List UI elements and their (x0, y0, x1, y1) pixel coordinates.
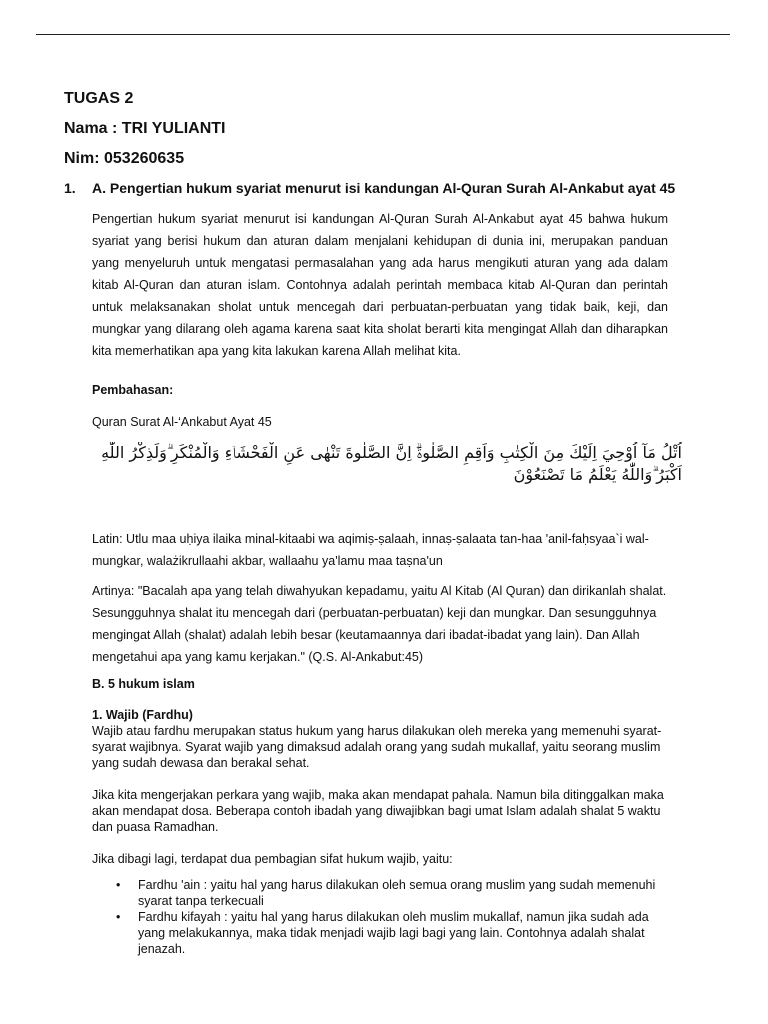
surah-reference: Quran Surat Al-‘Ankabut Ayat 45 (92, 415, 272, 429)
section-a-heading (64, 178, 676, 198)
section-b-title: B. 5 hukum islam (92, 677, 195, 691)
section-a-title: A. Pengertian hukum syariat menurut isi kandungan Al-Quran Surah Al-Ankabut ayat 45 (92, 180, 676, 196)
wajib-heading: 1. Wajib (Fardhu) (92, 707, 193, 722)
section-a-body (92, 208, 682, 957)
verse-translation: Artinya: "Bacalah apa yang telah diwahyukan kepadamu, yaitu Al Kitab (Al Quran) dan dirikanlah shalat. Sesungguhnya shalat itu mencegah dari (perbuatan-perbuatan) keji dan mungkar. Dan sesungguhnya mengingat Allah (shalat) adalah lebih besar (keutamaannya dari ibadat-ibadat yang lain). Dan Allah mengetahui apa yang kamu kerjakan." (Q.S. Al-Ankabut:45) (92, 584, 667, 664)
assignment-title: TUGAS 2 (64, 90, 134, 107)
pembahasan-label: Pembahasan: (92, 383, 174, 397)
bullet-icon: • (116, 877, 121, 892)
wajib-paragraph-2: Jika kita mengerjakan perkara yang wajib, maka akan mendapat pahala. Namun bila ditinggalkan maka akan mendapat dosa. Beberapa contoh ibadah yang diwajibkan bagi umat Islam adalah shalat 5 waktu dan puasa Ramadhan. (92, 787, 664, 834)
document-page (64, 88, 682, 957)
wajib-types-list (92, 877, 668, 957)
list-item (92, 877, 668, 909)
latin-transliteration: Latin: Utlu maa uḥiya ilaika minal-kitaabi wa aqimiṣ-ṣalaah, innaṣ-ṣalaata tan-haa 'anil-faḥsyaa`i wal-mungkar, walażikrullaahi akbar, wallaahu ya'lamu maa taṣna'un (92, 532, 649, 568)
list-item (92, 909, 668, 957)
student-name: Nama : TRI YULIANTI (64, 120, 226, 137)
section-number: 1. (64, 180, 76, 196)
wajib-paragraph-3: Jika dibagi lagi, terdapat dua pembagian sifat hukum wajib, yaitu: (92, 851, 453, 866)
bullet-icon: • (116, 909, 121, 924)
list-item-text: Fardhu 'ain : yaitu hal yang harus dilakukan oleh semua orang muslim yang sudah memenuhi syarat tanpa terkecuali (138, 877, 656, 908)
page-top-rule (36, 34, 730, 35)
list-item-text: Fardhu kifayah : yaitu hal yang harus dilakukan oleh muslim mukallaf, namun jika sudah ada yang melakukannya, maka tidak menjadi wajib lagi bagi yang lain. Contohnya adalah shalat jenazah. (138, 909, 649, 956)
arabic-verse: اُتْلُ مَآ اُوْحِيَ اِلَيْكَ مِنَ الْكِتٰبِ وَاَقِمِ الصَّلٰوةَۗ اِنَّ الصَّلٰوةَ تَنْهٰى عَنِ الْفَحْشَاۤءِ وَالْمُنْكَرِ ۗوَلَذِكْرُ اللّٰهِ اَكْبَرُ ۗوَاللّٰهُ يَعْلَمُ مَا تَصْنَعُوْنَ (101, 443, 682, 484)
student-nim: Nim: 053260635 (64, 150, 185, 167)
wajib-paragraph-1: Wajib atau fardhu merupakan status hukum yang harus dilakukan oleh mereka yang memenuhi syarat-syarat wajibnya. Syarat wajib yang dimaksud adalah orang yang sudah mukallaf, yaitu seorang muslim yang sudah dewasa dan berakal sehat. (92, 723, 662, 770)
definition-paragraph: Pengertian hukum syariat menurut isi kandungan Al-Quran Surah Al-Ankabut ayat 45 bahwa hukum syariat yang berisi hukum dan aturan dalam menjalani kehidupan di dunia ini, merupakan panduan yang menyeluruh untuk mengatasi permasalahan yang ada harus mengikuti aturan yang ada dalam kitab Al-Quran dan aturan islam. Contohnya adalah perintah membaca kitab Al-Quran dan perintah untuk melaksanakan sholat untuk mencegah dari perbuatan-perbuatan yang tidak baik, keji, dan mungkar yang dilarang oleh agama karena saat kita sholat berarti kita mengingat Allah dan diharapkan kita memerhatikan apa yang kita lakukan karena Allah melihat kita. (92, 212, 668, 358)
